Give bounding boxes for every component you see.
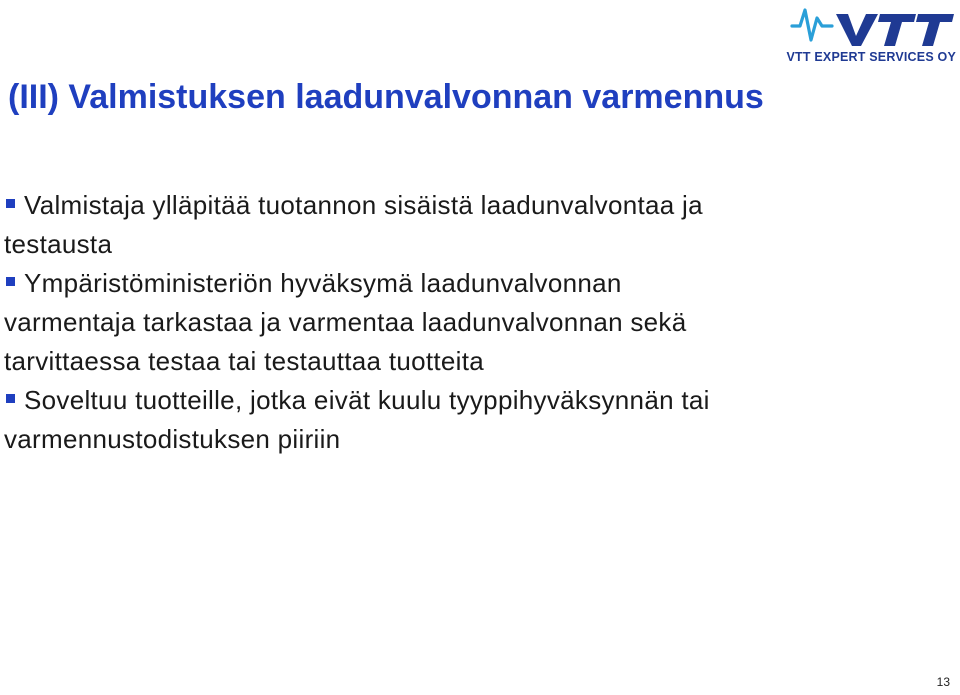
bullet-text: varmennustodistuksen piiriin [4,424,341,454]
slide-title: (III) Valmistuksen laadunvalvonnan varmennus [8,78,764,116]
bullet-text: varmentaja tarkastaa ja varmentaa laadunvalvonnan sekä [4,307,687,337]
vtt-wave-logo-icon [788,2,958,52]
logo-subtitle: VTT EXPERT SERVICES OY [786,50,956,64]
bullet-item [4,381,904,459]
bullet-text: Valmistaja ylläpitää tuotannon sisäistä laadunvalvontaa ja [24,190,703,220]
bullet-square-icon [6,277,15,286]
page-number: 13 [936,675,950,689]
bullet-square-icon [6,199,15,208]
bullet-square-icon [6,394,15,403]
bullet-item [4,186,904,264]
bullet-item [4,264,904,381]
vtt-logo [788,2,958,66]
bullet-text: Soveltuu tuotteille, jotka eivät kuulu tyyppihyväksynnän tai [24,385,710,415]
bullet-text: tarvittaessa testaa tai testauttaa tuotteita [4,346,485,376]
bullet-text: Ympäristöministeriön hyväksymä laadunvalvonnan [24,268,622,298]
bullet-text: testausta [4,229,113,259]
bullet-list [4,186,904,459]
